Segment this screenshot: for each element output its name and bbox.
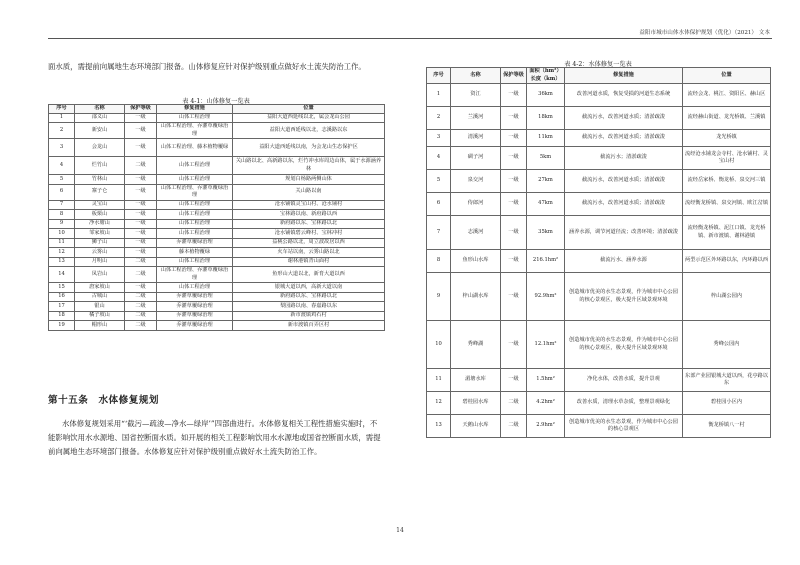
- table-cell: 二级: [125, 311, 157, 321]
- table-cell: 2.9hm²: [527, 415, 565, 438]
- table-cell: 益桃公路以北，周立波故居以西: [233, 238, 385, 248]
- table-cell: 12.1hm²: [527, 321, 565, 369]
- table-cell: 二级: [125, 257, 157, 267]
- table-cell: 3: [427, 130, 451, 147]
- table-cell: 创造城市优美的水生态景观，作为城市中心公园的核心景观区，极大提升区域景观环境: [565, 321, 683, 369]
- page-header: 益阳市城市山体水体保护规划（优化）（2021） 文本: [639, 30, 770, 36]
- table-header-cell: 修复措施: [565, 68, 683, 84]
- table-cell: 帽形山: [75, 321, 125, 331]
- table-row: [49, 113, 385, 123]
- table-cell: 4: [49, 157, 75, 175]
- table-cell: 碉子河: [451, 147, 501, 170]
- table-cell: 衡龙桥镇八一村: [683, 415, 771, 438]
- table-cell: 11km: [527, 130, 565, 147]
- table-cell: 11: [49, 238, 75, 248]
- table-cell: 47km: [527, 193, 565, 216]
- table-cell: 山体工程治理: [157, 157, 233, 175]
- table-cell: 一级: [501, 369, 527, 392]
- table-row: [49, 248, 385, 258]
- table-cell: 银山: [75, 302, 125, 312]
- table-cell: 山体工程治理: [157, 200, 233, 210]
- table-cell: 二级: [125, 157, 157, 175]
- table-cell: 5: [427, 170, 451, 193]
- table-cell: 15: [49, 283, 75, 293]
- table-cell: 山体工程治理: [157, 210, 233, 220]
- table-cell: 新市渡镇百弄区村: [233, 321, 385, 331]
- table-cell: 16: [49, 292, 75, 302]
- table-cell: 一级: [125, 238, 157, 248]
- table-row: [427, 170, 771, 193]
- table-row: [49, 219, 385, 229]
- table-cell: 一级: [125, 123, 157, 139]
- table-cell: 流经岳家桥、衡龙桥、泉交河三镇: [683, 170, 771, 193]
- table-row: [49, 139, 385, 157]
- table-cell: 新安山: [75, 123, 125, 139]
- table-cell: 橘子坡山: [75, 311, 125, 321]
- table-cell: 5: [49, 175, 75, 185]
- table-header-cell: 名称: [75, 105, 125, 114]
- table-cell: 竹林山: [75, 175, 125, 185]
- table-cell: 东部产业园银城大道以西，花亭路以东: [683, 369, 771, 392]
- table-row: [427, 273, 771, 321]
- table-cell: 二级: [125, 302, 157, 312]
- table-cell: 二级: [125, 321, 157, 331]
- table-cell: 山体工程治理、藤本植物覆绿: [157, 139, 233, 157]
- table-cell: 35km: [527, 216, 565, 250]
- table-row: [427, 415, 771, 438]
- table-cell: 截流污水，改善河道水质；清淤疏浚: [565, 107, 683, 130]
- table-cell: 益阳大道西延线以北，属会龙山公园: [233, 113, 385, 123]
- table-cell: 9: [427, 273, 451, 321]
- table-cell: 7: [49, 200, 75, 210]
- table-cell: 梓山湖公园内: [683, 273, 771, 321]
- table-cell: 一级: [125, 219, 157, 229]
- table-row: [49, 292, 385, 302]
- table-cell: 一级: [125, 139, 157, 157]
- table-cell: 18: [49, 311, 75, 321]
- table-cell: 山体工程治理: [157, 283, 233, 293]
- table-cell: 截流污水，改善河道水质；清淤疏浚: [565, 193, 683, 216]
- table-cell: 4: [427, 147, 451, 170]
- table-cell: 创造城市优美的水生态景观，作为城市中心公园的核心景观区，极大提升区域景观环境: [565, 273, 683, 321]
- table-cell: 10: [49, 229, 75, 239]
- table-cell: 新府路以东、宝林路以北: [233, 219, 385, 229]
- table-cell: 二级: [125, 292, 157, 302]
- table-row: [427, 369, 771, 392]
- table-cell: 乔灌草覆绿治理: [157, 311, 233, 321]
- table-cell: 净水塘山: [75, 219, 125, 229]
- header-divider: [48, 38, 772, 39]
- intro-paragraph: 面水质，需提前向属地生态环境部门报备。山体修复应针对保护级别重点做好水土流失防治工作。: [48, 62, 366, 71]
- table-cell: 一级: [501, 250, 527, 273]
- table-cell: 二级: [501, 392, 527, 415]
- table-cell: 一级: [501, 130, 527, 147]
- table-cell: 规划白杨路两侧山体: [233, 175, 385, 185]
- table-cell: 湄塘水库: [451, 369, 501, 392]
- table-row: [49, 267, 385, 283]
- table-cell: 梓山湖水库: [451, 273, 501, 321]
- table-cell: 邵义山: [75, 113, 125, 123]
- table-cell: 流经沧水铺龙会寺村、沧水铺村、灵宝山村: [683, 147, 771, 170]
- table-row: [427, 147, 771, 170]
- table-cell: 一级: [125, 184, 157, 200]
- table-cell: 13: [49, 257, 75, 267]
- table-cell: 邹家坡山: [75, 229, 125, 239]
- table-header-row: [49, 105, 385, 114]
- table-cell: 烂竹山: [75, 157, 125, 175]
- table-cell: 灵宝山: [75, 200, 125, 210]
- table-cell: 一级: [125, 210, 157, 220]
- table1-caption: 表 4-1：山体修复一览表: [182, 98, 250, 105]
- table-cell: 一级: [501, 216, 527, 250]
- table-cell: 沧水铺镇灵宝山村、沧水铺村: [233, 200, 385, 210]
- table-cell: 改善水质，清理水草杂质，整理景观绿化: [565, 392, 683, 415]
- table-cell: 碧桂园水库: [451, 392, 501, 415]
- table-cell: 宝林路以南、新府路以西: [233, 210, 385, 220]
- table-cell: 7: [427, 216, 451, 250]
- table-cell: 截流污水、涵养水源: [565, 250, 683, 273]
- table-row: [49, 238, 385, 248]
- table-cell: 一级: [501, 321, 527, 369]
- table-cell: 山体工程治理: [157, 219, 233, 229]
- table-cell: 乔灌草覆绿治理: [157, 302, 233, 312]
- table-cell: 鱼形山大道以北，新育大道以西: [233, 267, 385, 283]
- table-cell: 截流污水；清淤疏浚: [565, 147, 683, 170]
- table-row: [49, 210, 385, 220]
- table-row: [49, 123, 385, 139]
- table-cell: 山体工程治理: [157, 229, 233, 239]
- table-cell: 1: [427, 84, 451, 107]
- table-cell: 净化水体，改善水质，提升景观: [565, 369, 683, 392]
- section-paragraph: 水体修复规划采用“‘截污—疏浚—净水—绿岸’”四部曲进行。水体修复相关工程性措施实施时，不能影响饮用水水源地、国省控断面水质。如开展的相关工程影响饮用水水源地或国省控断面水质，需提前向属地生态环境部门报备。水体修复应针对保护级别重点做好水土流失防治工作。: [48, 419, 381, 457]
- table-header-row: [427, 68, 771, 84]
- table-row: [49, 321, 385, 331]
- table-cell: 会龙山: [75, 139, 125, 157]
- table-cell: 乔灌草覆绿治理: [157, 238, 233, 248]
- table-row: [49, 302, 385, 312]
- table-row: [427, 250, 771, 273]
- section-title: 第十五条 水体修复规划: [48, 395, 160, 406]
- table-cell: 一级: [125, 175, 157, 185]
- table-row: [49, 157, 385, 175]
- table-cell: 一级: [501, 147, 527, 170]
- table-cell: 唐家坡山: [75, 283, 125, 293]
- table-cell: 沧水铺镇碧云峰村、宝林冲村: [233, 229, 385, 239]
- table-cell: 资江: [451, 84, 501, 107]
- table-cell: 关山路以北、高新路以东，烂竹冲水库周边山体，属于水源涵养林: [233, 157, 385, 175]
- table-row: [49, 257, 385, 267]
- table-row: [49, 200, 385, 210]
- table-cell: 6: [427, 193, 451, 216]
- table-row: [427, 392, 771, 415]
- table-cell: 9: [49, 219, 75, 229]
- table-cell: 两型示范区外环路以东，内环路以西: [683, 250, 771, 273]
- table-cell: 火车站以南，云雾山路以北: [233, 248, 385, 258]
- table-cell: 关山路以南: [233, 184, 385, 200]
- table-row: [427, 216, 771, 250]
- table-cell: 益阳大道西延线以北，志溪路以东: [233, 123, 385, 139]
- table-cell: 山体工程治理: [157, 257, 233, 267]
- table-cell: 11: [427, 369, 451, 392]
- table-row: [49, 184, 385, 200]
- table-cell: 碧桂园小区内: [683, 392, 771, 415]
- table-cell: 鱼形山水库: [451, 250, 501, 273]
- table-cell: 山体工程治理、乔灌草覆绿治理: [157, 123, 233, 139]
- table-cell: 8: [49, 210, 75, 220]
- table-header-cell: 位置: [233, 105, 385, 114]
- table-cell: 14: [49, 267, 75, 283]
- table-cell: 板栗山: [75, 210, 125, 220]
- table-cell: 秀峰公园内: [683, 321, 771, 369]
- table-header-cell: 位置: [683, 68, 771, 84]
- table-cell: 山体工程治理: [157, 175, 233, 185]
- table-cell: 4.2hm²: [527, 392, 565, 415]
- table-cell: 志溪河: [451, 216, 501, 250]
- table-row: [49, 311, 385, 321]
- table-cell: 2: [49, 123, 75, 139]
- table-cell: 山体工程治理: [157, 113, 233, 123]
- table-cell: 清溪河: [451, 130, 501, 147]
- table-cell: 一级: [501, 273, 527, 321]
- table-header-cell: 面积（hm²）长度（km）: [527, 68, 565, 84]
- table-row: [427, 321, 771, 369]
- table-cell: 216.1hm²: [527, 250, 565, 273]
- table-cell: 一级: [125, 113, 157, 123]
- table-row: [427, 193, 771, 216]
- table-cell: 截流污水，改善河道水质；清淤疏浚: [565, 130, 683, 147]
- table-cell: 6: [49, 184, 75, 200]
- table-cell: 1: [49, 113, 75, 123]
- table-cell: 5km: [527, 147, 565, 170]
- mountain-restoration-table: [48, 104, 385, 331]
- table-cell: 19: [49, 321, 75, 331]
- table-cell: 云雾山: [75, 248, 125, 258]
- table-cell: 一级: [501, 107, 527, 130]
- table-cell: 新市渡镇鸡石村: [233, 311, 385, 321]
- table-cell: 8: [427, 250, 451, 273]
- table-cell: 27km: [527, 170, 565, 193]
- table-cell: 狮子山: [75, 238, 125, 248]
- table-cell: 一级: [501, 193, 527, 216]
- table-cell: 乔灌草覆绿治理: [157, 292, 233, 302]
- table-cell: 天鹅山水库: [451, 415, 501, 438]
- table-cell: 改善河道水质，恢复受损的河道生态系统: [565, 84, 683, 107]
- table-cell: 益阳大道西延线以南，为会龙山生态保护区: [233, 139, 385, 157]
- table-row: [427, 107, 771, 130]
- table-cell: 山体工程治理、乔灌草覆绿治理: [157, 184, 233, 200]
- table-row: [427, 84, 771, 107]
- table-cell: 二级: [501, 415, 527, 438]
- table-cell: 1.5hm²: [527, 369, 565, 392]
- table-cell: 山体工程治理、乔灌草覆绿治理: [157, 267, 233, 283]
- table-cell: 涵养水源，调节河道径流；改善环境；清淤疏浚: [565, 216, 683, 250]
- table-cell: 侍郎河: [451, 193, 501, 216]
- table-cell: 凤岩山: [75, 267, 125, 283]
- table-cell: 秀峰湖: [451, 321, 501, 369]
- table-cell: 兰溪河: [451, 107, 501, 130]
- table-cell: 2: [427, 107, 451, 130]
- table-row: [49, 229, 385, 239]
- table-cell: 18km: [527, 107, 565, 130]
- table-cell: 一级: [501, 84, 527, 107]
- table-cell: 梨园路以南、春嘉路以东: [233, 302, 385, 312]
- table-header-cell: 修复措施: [157, 105, 233, 114]
- table-cell: 银城大道以西，高新大道以南: [233, 283, 385, 293]
- table-cell: 一级: [125, 229, 157, 239]
- table-header-cell: 序号: [427, 68, 451, 84]
- table-cell: 流经衡龙桥镇、泥江口镇、龙光桥镇、新市渡镇、谢林港镇: [683, 216, 771, 250]
- table-header-cell: 保护等级: [125, 105, 157, 114]
- table-header-cell: 序号: [49, 105, 75, 114]
- table-cell: 新府路以东、宝林路以北: [233, 292, 385, 302]
- table-cell: 创造城市优美的水生态景观，作为城市中心公园的核心景观区: [565, 415, 683, 438]
- table-cell: 二级: [125, 267, 157, 283]
- table-cell: 流经衡龙桥镇、泉交河镇、欧江岔镇: [683, 193, 771, 216]
- table-cell: 谢林港镇青山面村: [233, 257, 385, 267]
- table-cell: 流经赫山街道、龙光桥镇、兰溪镇: [683, 107, 771, 130]
- table-cell: 月明山: [75, 257, 125, 267]
- table-cell: 古城山: [75, 292, 125, 302]
- water-restoration-table: [426, 67, 771, 438]
- table-header-cell: 保护等级: [501, 68, 527, 84]
- table-cell: 藤本植物覆绿: [157, 248, 233, 258]
- table-row: [49, 175, 385, 185]
- page-number: 14: [396, 527, 404, 534]
- table-cell: 一级: [501, 170, 527, 193]
- table-cell: 流经会龙、桃江、资阳区、赫山区: [683, 84, 771, 107]
- table-cell: 寨子仑: [75, 184, 125, 200]
- table-cell: 12: [49, 248, 75, 258]
- table-cell: 一级: [125, 200, 157, 210]
- table-cell: 13: [427, 415, 451, 438]
- table-cell: 36km: [527, 84, 565, 107]
- table-cell: 一级: [125, 283, 157, 293]
- table-cell: 泉交河: [451, 170, 501, 193]
- table-cell: 龙光桥镇: [683, 130, 771, 147]
- table-cell: 3: [49, 139, 75, 157]
- table-cell: 一级: [125, 248, 157, 258]
- table-cell: 92.9hm²: [527, 273, 565, 321]
- table-header-cell: 名称: [451, 68, 501, 84]
- table-cell: 12: [427, 392, 451, 415]
- table-cell: 10: [427, 321, 451, 369]
- table-cell: 乔灌草覆绿治理: [157, 321, 233, 331]
- table-cell: 17: [49, 302, 75, 312]
- table-cell: 截流污水，改善河道水质；清淤疏浚: [565, 170, 683, 193]
- table-row: [427, 130, 771, 147]
- table2-caption: 表 4-2：水体修复一览表: [564, 61, 632, 68]
- table-row: [49, 283, 385, 293]
